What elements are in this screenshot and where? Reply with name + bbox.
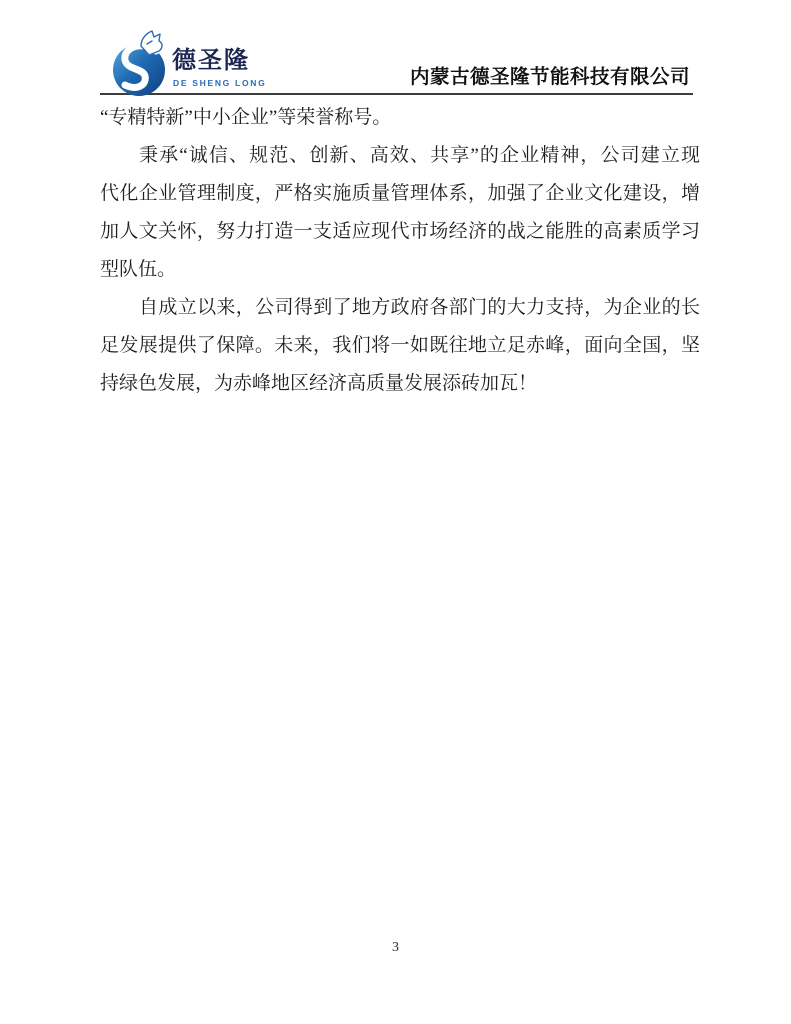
page-number: 3 — [392, 940, 399, 955]
logo-name-en: DE SHENG LONG — [173, 78, 267, 88]
page-header — [100, 30, 693, 95]
text-line: 代化企业管理制度，严格实施质量管理体系，加强了企业文化建设，增 — [100, 183, 700, 204]
text-line: 自成立以来，公司得到了地方政府各部门的大力支持，为企业的长 — [139, 297, 700, 318]
text-line: 持绿色发展，为赤峰地区经济高质量发展添砖加瓦！ — [100, 373, 538, 394]
text-line: 足发展提供了保障。未来，我们将一如既往地立足赤峰，面向全国，坚 — [100, 335, 700, 356]
text-line: “专精特新”中小企业”等荣誉称号。 — [100, 107, 392, 128]
document-body — [100, 99, 700, 403]
text-line: 秉承“诚信、规范、创新、高效、共享”的企业精神，公司建立现 — [139, 145, 700, 166]
text-line: 型队伍。 — [100, 259, 177, 280]
company-name: 内蒙古德圣隆节能科技有限公司 — [409, 67, 690, 88]
text-line: 加人文关怀，努力打造一支适应现代市场经济的战之能胜的高素质学习 — [100, 221, 700, 242]
company-logo — [111, 30, 267, 96]
dragon-s-logo-icon — [111, 30, 169, 96]
logo-name-cn: 德圣隆 — [172, 47, 250, 74]
